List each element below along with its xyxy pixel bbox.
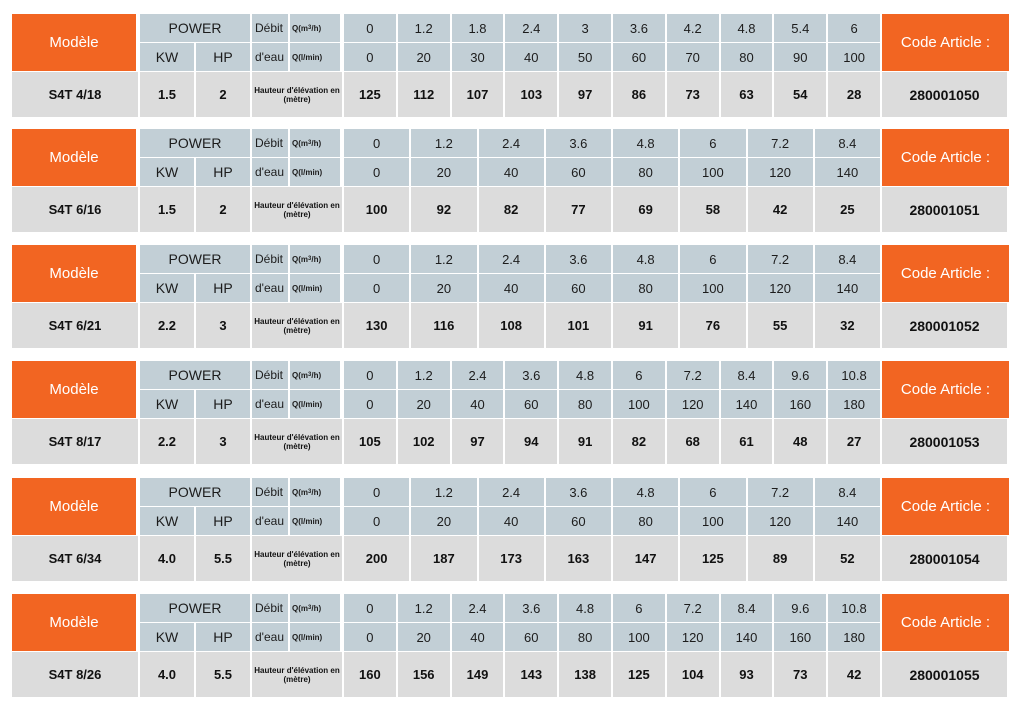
- flow-m3h-value: 0: [344, 594, 398, 622]
- model-label: Modèle: [12, 594, 136, 651]
- model-name: S4T 8/26: [12, 652, 140, 697]
- flow-m3h-value: 0: [344, 478, 411, 506]
- head-value: 28: [828, 72, 882, 117]
- q-m3h-exponent: 3: [308, 256, 312, 262]
- flow-m3h-value: 0: [344, 361, 398, 389]
- flow-m3h-value: 9.6: [774, 594, 828, 622]
- power-label: POWER: [140, 129, 252, 157]
- q-m3h-exponent: 3: [308, 372, 312, 378]
- head-value: 73: [774, 652, 828, 697]
- code-article-label: Code Article :: [882, 478, 1009, 535]
- hauteur-label: Hauteur d'élévation en (mètre): [252, 652, 344, 697]
- head-value: 76: [680, 303, 747, 348]
- flow-lmin-value: 140: [721, 623, 775, 651]
- power-label: POWER: [140, 14, 252, 42]
- code-article-label: Code Article :: [882, 14, 1009, 71]
- spec-table: [12, 478, 1009, 584]
- head-value: 107: [452, 72, 506, 117]
- spec-table: [12, 245, 1009, 351]
- debit-label: Débit: [252, 361, 290, 389]
- flow-lmin-value: 30: [452, 43, 506, 71]
- code-article-label: Code Article :: [882, 594, 1009, 651]
- model-name: S4T 6/34: [12, 536, 140, 581]
- q-m3h-label: [290, 478, 342, 506]
- code-article-value: 280001055: [882, 652, 1009, 697]
- q-lmin-label: Q(l/min): [290, 507, 342, 535]
- hauteur-label: Hauteur d'élévation en (mètre): [252, 536, 344, 581]
- flow-m3h-value: 3.6: [546, 245, 613, 273]
- kw-value: 2.2: [140, 419, 196, 464]
- flow-m3h-value: 3: [559, 14, 613, 42]
- head-value: 94: [505, 419, 559, 464]
- flow-lmin-value: 90: [774, 43, 828, 71]
- head-value: 102: [398, 419, 452, 464]
- head-value: 61: [721, 419, 775, 464]
- head-value: 108: [479, 303, 546, 348]
- flow-lmin-value: 20: [398, 43, 452, 71]
- flow-lmin-value: 0: [344, 274, 411, 302]
- flow-m3h-value: 4.8: [613, 478, 680, 506]
- flow-lmin-value: 80: [613, 507, 680, 535]
- flow-lmin-value: 20: [411, 274, 478, 302]
- model-name: S4T 6/16: [12, 187, 140, 232]
- flow-lmin-value: 120: [748, 507, 815, 535]
- eau-label: d'eau: [252, 274, 290, 302]
- q-m3h-suffix: /h): [311, 254, 322, 264]
- flow-m3h-value: 4.8: [559, 361, 613, 389]
- flow-lmin-value: 50: [559, 43, 613, 71]
- q-m3h-exponent: 3: [308, 489, 312, 495]
- flow-m3h-value: 4.8: [721, 14, 775, 42]
- flow-lmin-value: 0: [344, 390, 398, 418]
- q-m3h-suffix: /h): [311, 370, 322, 380]
- head-value: 55: [748, 303, 815, 348]
- spec-table: [12, 594, 1009, 700]
- q-m3h-prefix: Q(m: [292, 23, 308, 33]
- q-m3h-label: [290, 594, 342, 622]
- head-value: 42: [828, 652, 882, 697]
- q-m3h-label: [290, 245, 342, 273]
- flow-m3h-value: 2.4: [479, 245, 546, 273]
- flow-m3h-value: 7.2: [748, 478, 815, 506]
- flow-lmin-value: 160: [774, 390, 828, 418]
- flow-lmin-value: 20: [398, 390, 452, 418]
- flow-lmin-value: 60: [505, 623, 559, 651]
- flow-lmin-value: 40: [452, 390, 506, 418]
- eau-label: d'eau: [252, 43, 290, 71]
- flow-m3h-value: 1.2: [411, 245, 478, 273]
- flow-m3h-value: 9.6: [774, 361, 828, 389]
- q-m3h-suffix: /h): [311, 23, 322, 33]
- flow-lmin-value: 140: [721, 390, 775, 418]
- q-lmin-label: Q(l/min): [290, 390, 342, 418]
- flow-m3h-value: 6: [680, 129, 747, 157]
- hp-label: HP: [196, 158, 252, 186]
- flow-lmin-value: 40: [479, 274, 546, 302]
- head-value: 32: [815, 303, 882, 348]
- debit-label: Débit: [252, 245, 290, 273]
- code-article-label: Code Article :: [882, 129, 1009, 186]
- flow-lmin-value: 80: [613, 158, 680, 186]
- flow-lmin-value: 40: [452, 623, 506, 651]
- head-value: 86: [613, 72, 667, 117]
- q-lmin-label: Q(l/min): [290, 274, 342, 302]
- flow-m3h-value: 10.8: [828, 594, 882, 622]
- head-value: 160: [344, 652, 398, 697]
- flow-lmin-value: 100: [613, 623, 667, 651]
- flow-lmin-value: 40: [479, 507, 546, 535]
- q-m3h-prefix: Q(m: [292, 487, 308, 497]
- flow-lmin-value: 120: [748, 274, 815, 302]
- kw-label: KW: [140, 43, 196, 71]
- code-article-label: Code Article :: [882, 361, 1009, 418]
- model-name: S4T 8/17: [12, 419, 140, 464]
- eau-label: d'eau: [252, 390, 290, 418]
- flow-m3h-value: 1.2: [411, 478, 478, 506]
- code-article-value: 280001052: [882, 303, 1009, 348]
- head-value: 89: [748, 536, 815, 581]
- head-value: 97: [559, 72, 613, 117]
- model-label: Modèle: [12, 129, 136, 186]
- flow-m3h-value: 8.4: [815, 245, 882, 273]
- head-value: 173: [479, 536, 546, 581]
- head-value: 187: [411, 536, 478, 581]
- q-m3h-label: [290, 129, 342, 157]
- head-value: 69: [613, 187, 680, 232]
- flow-m3h-value: 0: [344, 245, 411, 273]
- head-value: 97: [452, 419, 506, 464]
- flow-lmin-value: 0: [344, 43, 398, 71]
- flow-m3h-value: 5.4: [774, 14, 828, 42]
- head-value: 73: [667, 72, 721, 117]
- flow-m3h-value: 1.8: [452, 14, 506, 42]
- flow-lmin-value: 0: [344, 158, 411, 186]
- flow-lmin-value: 40: [479, 158, 546, 186]
- head-value: 91: [559, 419, 613, 464]
- head-value: 82: [613, 419, 667, 464]
- flow-m3h-value: 2.4: [452, 361, 506, 389]
- flow-m3h-value: 4.8: [613, 129, 680, 157]
- flow-m3h-value: 3.6: [546, 129, 613, 157]
- hp-value: 5.5: [196, 652, 252, 697]
- head-value: 93: [721, 652, 775, 697]
- head-value: 116: [411, 303, 478, 348]
- kw-value: 1.5: [140, 72, 196, 117]
- q-m3h-suffix: /h): [311, 603, 322, 613]
- hp-value: 3: [196, 303, 252, 348]
- head-value: 68: [667, 419, 721, 464]
- flow-m3h-value: 2.4: [505, 14, 559, 42]
- flow-m3h-value: 6: [828, 14, 882, 42]
- code-article-value: 280001051: [882, 187, 1009, 232]
- power-label: POWER: [140, 594, 252, 622]
- head-value: 58: [680, 187, 747, 232]
- flow-lmin-value: 160: [774, 623, 828, 651]
- code-article-value: 280001053: [882, 419, 1009, 464]
- model-name: S4T 6/21: [12, 303, 140, 348]
- flow-lmin-value: 180: [828, 623, 882, 651]
- model-label: Modèle: [12, 14, 136, 71]
- q-m3h-prefix: Q(m: [292, 603, 308, 613]
- flow-lmin-value: 60: [613, 43, 667, 71]
- flow-lmin-value: 140: [815, 158, 882, 186]
- flow-lmin-value: 20: [398, 623, 452, 651]
- flow-m3h-value: 4.8: [613, 245, 680, 273]
- flow-m3h-value: 6: [613, 594, 667, 622]
- flow-m3h-value: 6: [680, 245, 747, 273]
- debit-label: Débit: [252, 14, 290, 42]
- flow-lmin-value: 100: [680, 274, 747, 302]
- flow-m3h-value: 3.6: [505, 361, 559, 389]
- flow-lmin-value: 100: [613, 390, 667, 418]
- kw-label: KW: [140, 507, 196, 535]
- debit-label: Débit: [252, 594, 290, 622]
- flow-m3h-value: 3.6: [505, 594, 559, 622]
- code-article-value: 280001054: [882, 536, 1009, 581]
- model-name: S4T 4/18: [12, 72, 140, 117]
- flow-lmin-value: 100: [680, 507, 747, 535]
- head-value: 52: [815, 536, 882, 581]
- q-m3h-label: [290, 361, 342, 389]
- spec-table: [12, 129, 1009, 235]
- head-value: 54: [774, 72, 828, 117]
- hp-label: HP: [196, 507, 252, 535]
- q-m3h-label: [290, 14, 342, 42]
- eau-label: d'eau: [252, 623, 290, 651]
- flow-m3h-value: 7.2: [667, 361, 721, 389]
- q-m3h-exponent: 3: [308, 140, 312, 146]
- power-label: POWER: [140, 245, 252, 273]
- head-value: 103: [505, 72, 559, 117]
- hp-value: 3: [196, 419, 252, 464]
- flow-lmin-value: 0: [344, 623, 398, 651]
- flow-m3h-value: 8.4: [815, 478, 882, 506]
- flow-m3h-value: 1.2: [411, 129, 478, 157]
- flow-lmin-value: 120: [667, 390, 721, 418]
- head-value: 125: [613, 652, 667, 697]
- head-value: 112: [398, 72, 452, 117]
- flow-m3h-value: 2.4: [479, 129, 546, 157]
- flow-m3h-value: 8.4: [721, 594, 775, 622]
- eau-label: d'eau: [252, 158, 290, 186]
- eau-label: d'eau: [252, 507, 290, 535]
- q-m3h-exponent: 3: [308, 25, 312, 31]
- flow-m3h-value: 2.4: [452, 594, 506, 622]
- head-value: 82: [479, 187, 546, 232]
- hauteur-label: Hauteur d'élévation en (mètre): [252, 72, 344, 117]
- flow-lmin-value: 80: [613, 274, 680, 302]
- kw-value: 1.5: [140, 187, 196, 232]
- hp-label: HP: [196, 623, 252, 651]
- kw-label: KW: [140, 623, 196, 651]
- hauteur-label: Hauteur d'élévation en (mètre): [252, 187, 344, 232]
- flow-lmin-value: 120: [748, 158, 815, 186]
- hp-value: 2: [196, 72, 252, 117]
- kw-label: KW: [140, 158, 196, 186]
- model-label: Modèle: [12, 361, 136, 418]
- head-value: 42: [748, 187, 815, 232]
- q-m3h-prefix: Q(m: [292, 138, 308, 148]
- flow-m3h-value: 6: [680, 478, 747, 506]
- q-m3h-suffix: /h): [311, 487, 322, 497]
- flow-lmin-value: 140: [815, 507, 882, 535]
- head-value: 125: [680, 536, 747, 581]
- hp-label: HP: [196, 274, 252, 302]
- power-label: POWER: [140, 478, 252, 506]
- kw-value: 4.0: [140, 652, 196, 697]
- hp-label: HP: [196, 390, 252, 418]
- flow-m3h-value: 8.4: [815, 129, 882, 157]
- flow-m3h-value: 10.8: [828, 361, 882, 389]
- q-m3h-prefix: Q(m: [292, 254, 308, 264]
- flow-lmin-value: 40: [505, 43, 559, 71]
- flow-lmin-value: 120: [667, 623, 721, 651]
- head-value: 92: [411, 187, 478, 232]
- kw-value: 4.0: [140, 536, 196, 581]
- flow-m3h-value: 2.4: [479, 478, 546, 506]
- head-value: 48: [774, 419, 828, 464]
- flow-m3h-value: 8.4: [721, 361, 775, 389]
- flow-lmin-value: 60: [546, 158, 613, 186]
- flow-m3h-value: 6: [613, 361, 667, 389]
- flow-m3h-value: 0: [344, 129, 411, 157]
- debit-label: Débit: [252, 129, 290, 157]
- hauteur-label: Hauteur d'élévation en (mètre): [252, 419, 344, 464]
- head-value: 63: [721, 72, 775, 117]
- flow-m3h-value: 3.6: [546, 478, 613, 506]
- head-value: 25: [815, 187, 882, 232]
- flow-lmin-value: 80: [559, 623, 613, 651]
- model-label: Modèle: [12, 478, 136, 535]
- q-m3h-exponent: 3: [308, 605, 312, 611]
- flow-lmin-value: 70: [667, 43, 721, 71]
- code-article-value: 280001050: [882, 72, 1009, 117]
- flow-lmin-value: 80: [559, 390, 613, 418]
- flow-lmin-value: 60: [546, 507, 613, 535]
- head-value: 125: [344, 72, 398, 117]
- head-value: 27: [828, 419, 882, 464]
- power-label: POWER: [140, 361, 252, 389]
- q-lmin-label: Q(l/min): [290, 158, 342, 186]
- kw-value: 2.2: [140, 303, 196, 348]
- spec-table: [12, 14, 1009, 120]
- flow-m3h-value: 0: [344, 14, 398, 42]
- head-value: 200: [344, 536, 411, 581]
- head-value: 77: [546, 187, 613, 232]
- hp-label: HP: [196, 43, 252, 71]
- kw-label: KW: [140, 390, 196, 418]
- flow-m3h-value: 4.8: [559, 594, 613, 622]
- flow-m3h-value: 1.2: [398, 594, 452, 622]
- head-value: 91: [613, 303, 680, 348]
- flow-lmin-value: 100: [680, 158, 747, 186]
- q-m3h-suffix: /h): [311, 138, 322, 148]
- flow-m3h-value: 3.6: [613, 14, 667, 42]
- flow-m3h-value: 7.2: [667, 594, 721, 622]
- head-value: 130: [344, 303, 411, 348]
- head-value: 163: [546, 536, 613, 581]
- flow-lmin-value: 60: [546, 274, 613, 302]
- q-lmin-label: Q(l/min): [290, 623, 342, 651]
- flow-lmin-value: 140: [815, 274, 882, 302]
- head-value: 101: [546, 303, 613, 348]
- kw-label: KW: [140, 274, 196, 302]
- flow-m3h-value: 7.2: [748, 129, 815, 157]
- flow-lmin-value: 0: [344, 507, 411, 535]
- model-label: Modèle: [12, 245, 136, 302]
- hauteur-label: Hauteur d'élévation en (mètre): [252, 303, 344, 348]
- flow-lmin-value: 20: [411, 158, 478, 186]
- head-value: 100: [344, 187, 411, 232]
- flow-m3h-value: 1.2: [398, 14, 452, 42]
- head-value: 156: [398, 652, 452, 697]
- hp-value: 2: [196, 187, 252, 232]
- flow-m3h-value: 4.2: [667, 14, 721, 42]
- head-value: 143: [505, 652, 559, 697]
- head-value: 138: [559, 652, 613, 697]
- head-value: 104: [667, 652, 721, 697]
- q-lmin-label: Q(l/min): [290, 43, 342, 71]
- flow-lmin-value: 180: [828, 390, 882, 418]
- debit-label: Débit: [252, 478, 290, 506]
- head-value: 105: [344, 419, 398, 464]
- head-value: 149: [452, 652, 506, 697]
- head-value: 147: [613, 536, 680, 581]
- spec-table: [12, 361, 1009, 467]
- hp-value: 5.5: [196, 536, 252, 581]
- flow-lmin-value: 60: [505, 390, 559, 418]
- flow-lmin-value: 80: [721, 43, 775, 71]
- q-m3h-prefix: Q(m: [292, 370, 308, 380]
- flow-m3h-value: 1.2: [398, 361, 452, 389]
- flow-lmin-value: 20: [411, 507, 478, 535]
- code-article-label: Code Article :: [882, 245, 1009, 302]
- flow-lmin-value: 100: [828, 43, 882, 71]
- flow-m3h-value: 7.2: [748, 245, 815, 273]
